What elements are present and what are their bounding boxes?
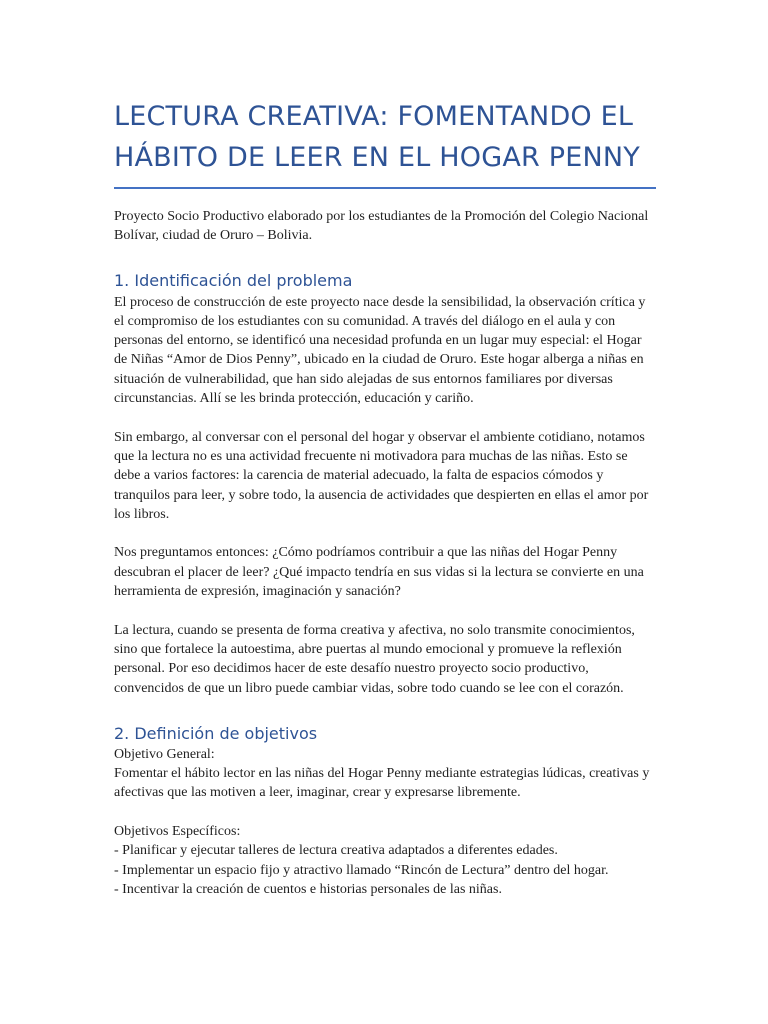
document-title — [114, 96, 656, 178]
general-objective-text: Fomentar el hábito lector en las niñas del Hogar Penny mediante estrategias lúdicas, creativas y afectivas que las motiven a leer, imaginar, crear y expresarse libremente. — [114, 766, 650, 801]
problem-paragraph-2: Sin embargo, al conversar con el personal del hogar y observar el ambiente cotidiano, notamos que la lectura no es una actividad frecuente ni motivadora para muchas de las niñas. Esto se debe a varios factores: la carencia de material adecuado, la falta de espacios cómodos y tranquilos para leer, y sobre todo, la ausencia de actividades que despierten en ellas el amor por los libros. — [114, 429, 649, 522]
document-page — [114, 96, 656, 899]
problem-paragraph-4: La lectura, cuando se presenta de forma creativa y afectiva, no solo transmite conocimientos, sino que fortalece la autoestima, abre puertas al mundo emocional y promueve la reflexión personal. Por eso decidimos hacer de este desafío nuestro proyecto socio productivo, convencidos de que un libro puede cambiar vidas, sobre todo cuando se lee con el corazón. — [114, 622, 635, 696]
problem-paragraph-1: El proceso de construcción de este proyecto nace desde la sensibilidad, la observación crítica y el compromiso de los estudiantes con su comunidad. A través del diálogo en el aula y con personas del entorno, se identificó una necesidad profunda en un lugar muy especial: el Hogar de Niñas “Amor de Dios Penny”, ubicado en la ciudad de Oruro. Este hogar alberga a niñas en situación de vulnerabilidad, que han sido alejadas de sus entornos familiares por diversas circunstancias. Allí se les brinda protección, educación y cariño. — [114, 294, 646, 407]
section-heading-objectives: 2. Definición de objetivos — [114, 723, 318, 743]
title-line-2: HÁBITO DE LEER EN EL HOGAR PENNY — [114, 142, 640, 173]
general-objective-label: Objetivo General: — [114, 746, 215, 762]
specific-objective-item: - Planificar y ejecutar talleres de lectura creativa adaptados a diferentes edades. — [114, 843, 558, 859]
title-line-1: LECTURA CREATIVA: FOMENTANDO EL — [114, 101, 634, 132]
title-underline — [114, 187, 656, 189]
intro-paragraph: Proyecto Socio Productivo elaborado por los estudiantes de la Promoción del Colegio Nacional Bolívar, ciudad de Oruro – Bolivia. — [114, 209, 649, 244]
specific-objectives-label: Objetivos Específicos: — [114, 824, 241, 840]
section-heading-problem: 1. Identificación del problema — [114, 270, 353, 290]
problem-paragraph-3: Nos preguntamos entonces: ¿Cómo podríamos contribuir a que las niñas del Hogar Penny descubran el placer de leer? ¿Qué impacto tendría en sus vidas si la lectura se convierte en una herramienta de expresión, imaginación y sanación? — [114, 545, 644, 600]
specific-objective-item: - Implementar un espacio fijo y atractivo llamado “Rincón de Lectura” dentro del hogar. — [114, 862, 609, 878]
specific-objective-item: - Incentivar la creación de cuentos e historias personales de las niñas. — [114, 881, 502, 897]
